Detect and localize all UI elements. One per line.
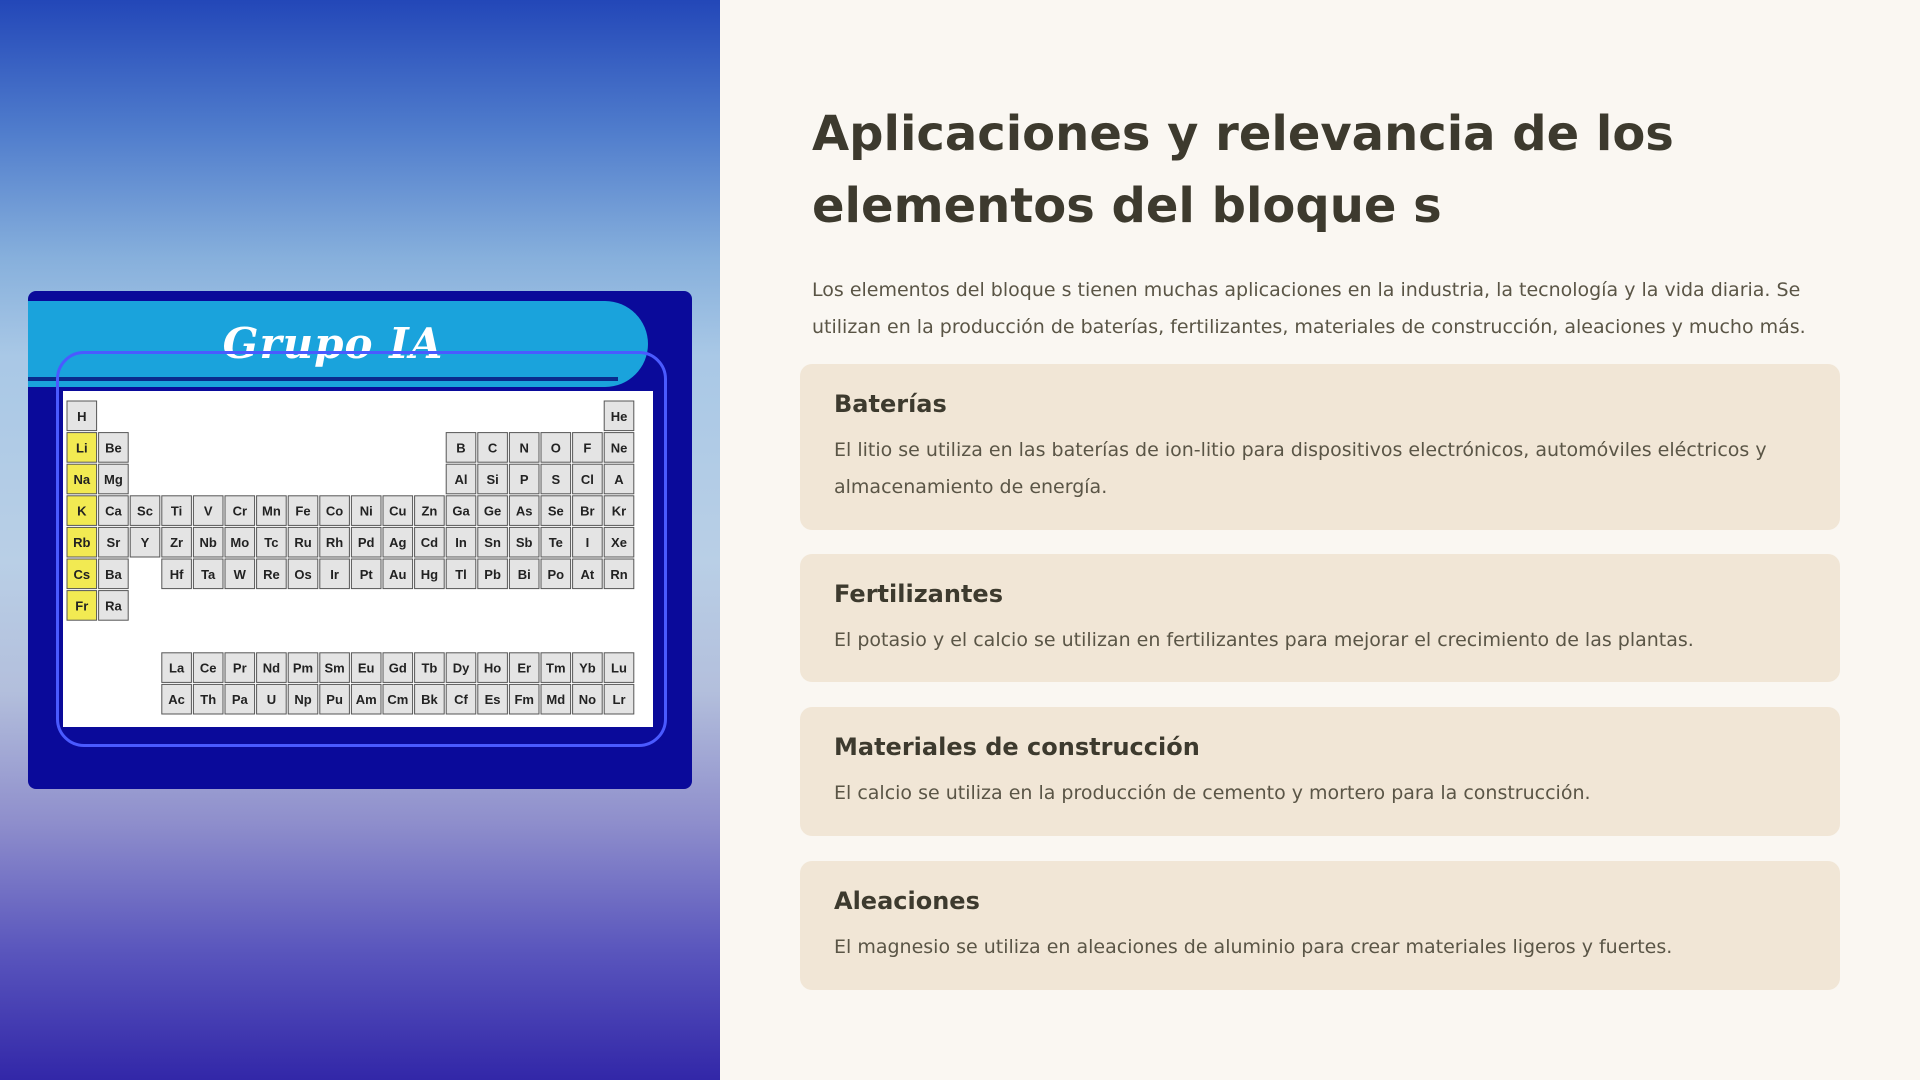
element-cell-a <box>604 464 634 494</box>
card-fertilizantes <box>800 554 1840 682</box>
element-symbol: Cd <box>420 535 439 551</box>
element-symbol: Tc <box>264 535 279 551</box>
intro-paragraph: Los elementos del bloque s tienen muchas aplicaciones en la industria, la tecnología y la vida diaria. Se utilizan en la producción de baterías, fertilizantes, materiales de construcción, aleaciones y mucho más. <box>812 279 1806 338</box>
element-symbol: Co <box>325 503 344 519</box>
element-cell-bk <box>415 684 445 714</box>
element-cell-es <box>478 684 508 714</box>
element-cell-mn <box>257 496 287 526</box>
group-title: Grupo IA <box>222 319 444 368</box>
element-cell-ta <box>193 559 223 589</box>
element-symbol: Ra <box>105 598 122 614</box>
element-symbol: Cl <box>580 472 594 487</box>
element-cell-sc <box>130 496 160 526</box>
card-text: El litio se utiliza en las baterías de ion-litio para dispositivos electrónicos, automóviles eléctricos y almacenamiento de energía. <box>834 439 1767 498</box>
element-cell-md <box>541 684 571 714</box>
element-cell-zn <box>415 496 445 526</box>
card-text: El calcio se utiliza en la producción de cemento y mortero para la construcción. <box>834 782 1591 804</box>
element-symbol: Sr <box>106 535 121 551</box>
element-symbol: Nb <box>199 535 217 551</box>
element-symbol: Al <box>454 472 468 487</box>
element-symbol: S <box>551 472 561 487</box>
card-heading: Materiales de construcción <box>834 733 1200 761</box>
card-heading: Aleaciones <box>834 887 980 915</box>
element-cell-te <box>541 527 571 557</box>
element-cell-cr <box>225 496 255 526</box>
element-symbol: Th <box>200 692 217 708</box>
element-cell-xe <box>604 527 634 557</box>
element-symbol: Hg <box>420 566 439 582</box>
element-cell-v <box>193 496 223 526</box>
element-symbol: Es <box>484 692 501 708</box>
element-cell-os <box>288 559 318 589</box>
element-cell-pu <box>320 684 350 714</box>
element-symbol: Tb <box>421 660 438 676</box>
element-cell-o <box>541 433 571 463</box>
element-cell-yb <box>573 653 603 683</box>
element-symbol: At <box>580 566 595 582</box>
element-cell-lu <box>604 653 634 683</box>
element-cell-cd <box>415 527 445 557</box>
element-symbol: Pr <box>232 660 247 676</box>
card-heading: Baterías <box>834 390 947 418</box>
element-cell-tb <box>415 653 445 683</box>
element-cell-in <box>446 527 476 557</box>
element-symbol: As <box>515 503 533 519</box>
element-cell-zr <box>162 527 192 557</box>
element-symbol: Li <box>76 440 88 456</box>
element-symbol: Tl <box>455 566 467 582</box>
element-cell-ne <box>604 433 634 463</box>
element-cell-pa <box>225 684 255 714</box>
element-symbol: Rn <box>610 566 628 582</box>
element-symbol: Cs <box>73 566 91 582</box>
element-symbol: Fm <box>514 692 534 708</box>
element-cell-rh <box>320 527 350 557</box>
element-symbol: Re <box>263 566 280 582</box>
element-cell-p <box>509 464 539 494</box>
element-cell-tm <box>541 653 571 683</box>
element-cell-fm <box>509 684 539 714</box>
card-baterias <box>800 364 1840 530</box>
card-text: El magnesio se utiliza en aleaciones de aluminio para crear materiales ligeros y fuertes. <box>834 936 1673 958</box>
element-cell-dy <box>446 653 476 683</box>
element-cell-n <box>509 433 539 463</box>
element-symbol: Np <box>294 692 312 708</box>
element-symbol: Mo <box>230 535 250 551</box>
element-cell-at <box>573 559 603 589</box>
element-cell-ge <box>478 496 508 526</box>
element-cell-am <box>351 684 381 714</box>
element-cell-al <box>446 464 476 494</box>
element-symbol: Er <box>517 660 532 676</box>
element-cell-cm <box>383 684 413 714</box>
element-cell-kr <box>604 496 634 526</box>
element-cell-ba <box>99 559 129 589</box>
element-symbol: No <box>578 692 597 708</box>
element-cell-au <box>383 559 413 589</box>
element-symbol: Be <box>105 440 122 456</box>
element-symbol: He <box>610 408 628 424</box>
element-symbol: Pm <box>292 660 314 676</box>
element-cell-rb <box>67 527 97 557</box>
element-symbol: Sb <box>515 535 533 551</box>
element-cell-rn <box>604 559 634 589</box>
element-cell-pb <box>478 559 508 589</box>
element-symbol: Eu <box>357 660 375 676</box>
element-symbol: Ne <box>610 440 628 456</box>
element-cell-co <box>320 496 350 526</box>
element-cell-nb <box>193 527 223 557</box>
element-cell-mg <box>99 464 129 494</box>
element-symbol: K <box>77 503 87 519</box>
element-symbol: Pa <box>231 692 248 708</box>
element-cell-pt <box>351 559 381 589</box>
element-cell-he <box>604 401 634 431</box>
element-symbol: Si <box>486 472 499 487</box>
element-cell-cs <box>67 559 97 589</box>
element-symbol: Ce <box>199 660 217 676</box>
element-symbol: La <box>169 660 185 676</box>
left-image-panel <box>0 0 720 1080</box>
element-cell-w <box>225 559 255 589</box>
element-symbol: A <box>614 472 624 487</box>
element-cell-b <box>446 433 476 463</box>
element-symbol: In <box>455 535 467 551</box>
element-symbol: Lr <box>612 692 626 708</box>
element-cell-nd <box>257 653 287 683</box>
element-cell-pr <box>225 653 255 683</box>
element-symbol: Cm <box>387 692 409 708</box>
element-symbol: B <box>456 440 466 456</box>
element-cell-sb <box>509 527 539 557</box>
element-symbol: I <box>585 535 590 551</box>
element-cell-br <box>573 496 603 526</box>
element-symbol: P <box>519 472 529 487</box>
element-cell-cf <box>446 684 476 714</box>
element-symbol: Am <box>355 692 377 708</box>
element-symbol: Fe <box>295 503 311 519</box>
element-cell-ru <box>288 527 318 557</box>
element-cell-y <box>130 527 160 557</box>
element-symbol: Yb <box>579 660 596 676</box>
element-cell-ti <box>162 496 192 526</box>
element-symbol: Pu <box>326 692 343 708</box>
element-cell-fr <box>67 591 97 621</box>
element-cell-i <box>573 527 603 557</box>
element-symbol: Na <box>73 472 91 487</box>
element-cell-cl <box>573 464 603 494</box>
element-symbol: Rb <box>73 535 91 551</box>
card-text: El potasio y el calcio se utilizan en fertilizantes para mejorar el crecimiento de las plantas. <box>834 629 1694 651</box>
element-symbol: Md <box>546 692 566 708</box>
element-symbol: Sc <box>137 503 153 519</box>
element-symbol: Mn <box>262 503 281 519</box>
element-symbol: Ac <box>168 692 185 708</box>
element-symbol: Sm <box>324 660 345 676</box>
element-symbol: Lu <box>611 660 627 676</box>
element-symbol: Pd <box>357 535 375 551</box>
element-symbol: Au <box>389 566 407 582</box>
element-cell-ce <box>193 653 223 683</box>
element-cell-ga <box>446 496 476 526</box>
element-cell-k <box>67 496 97 526</box>
element-symbol: Pt <box>359 566 373 582</box>
element-symbol: O <box>550 440 561 456</box>
element-symbol: Cr <box>232 503 248 519</box>
periodic-table-image <box>28 291 692 789</box>
element-symbol: F <box>583 440 592 456</box>
element-cell-c <box>478 433 508 463</box>
element-symbol: Ag <box>389 535 407 551</box>
element-symbol: Xe <box>611 535 627 551</box>
element-symbol: Tm <box>546 660 566 676</box>
element-cell-bi <box>509 559 539 589</box>
element-cell-sr <box>99 527 129 557</box>
element-cell-ca <box>99 496 129 526</box>
element-symbol: Cf <box>454 692 468 708</box>
element-symbol: Ni <box>359 503 373 519</box>
element-symbol: Mg <box>104 472 123 487</box>
element-cell-se <box>541 496 571 526</box>
element-cell-lr <box>604 684 634 714</box>
periodic-table-grid <box>28 291 692 789</box>
element-cell-s <box>541 464 571 494</box>
element-cell-hg <box>415 559 445 589</box>
element-cell-np <box>288 684 318 714</box>
element-symbol: U <box>266 692 277 708</box>
element-symbol: Kr <box>611 503 627 519</box>
element-cell-ir <box>320 559 350 589</box>
element-cell-as <box>509 496 539 526</box>
element-symbol: Pb <box>484 566 501 582</box>
element-symbol: Bk <box>421 692 438 708</box>
element-symbol: Gd <box>388 660 407 676</box>
element-symbol: Zn <box>421 503 438 519</box>
element-symbol: Po <box>547 566 565 582</box>
element-symbol: Ta <box>201 566 216 582</box>
element-cell-pd <box>351 527 381 557</box>
element-symbol: Nd <box>262 660 281 676</box>
element-symbol: Sn <box>484 535 501 551</box>
card-heading: Fertilizantes <box>834 580 1003 608</box>
element-cell-eu <box>351 653 381 683</box>
element-symbol: Fr <box>75 598 89 614</box>
element-symbol: Ru <box>294 535 312 551</box>
element-symbol: Ir <box>330 566 339 582</box>
element-symbol: Ba <box>105 566 122 582</box>
element-symbol: Ca <box>105 503 122 519</box>
card-aleaciones <box>800 861 1840 990</box>
element-cell-cu <box>383 496 413 526</box>
element-cell-er <box>509 653 539 683</box>
element-cell-ag <box>383 527 413 557</box>
page-title: Aplicaciones y relevancia de los elementos del bloque s <box>812 106 1674 234</box>
element-symbol: Rh <box>325 535 344 551</box>
element-cell-ra <box>99 591 129 621</box>
element-symbol: Se <box>547 503 564 519</box>
element-symbol: C <box>487 440 498 456</box>
element-symbol: N <box>519 440 529 456</box>
element-symbol: Ho <box>483 660 502 676</box>
element-symbol: Te <box>548 535 563 551</box>
element-symbol: Ge <box>483 503 502 519</box>
element-symbol: Br <box>580 503 595 519</box>
content-panel <box>720 0 1920 1080</box>
element-cell-si <box>478 464 508 494</box>
element-symbol: Os <box>294 566 312 582</box>
element-cell-ni <box>351 496 381 526</box>
element-symbol: Ti <box>170 503 183 519</box>
element-symbol: Hf <box>169 566 184 582</box>
element-symbol: H <box>77 408 87 424</box>
element-cell-re <box>257 559 287 589</box>
element-symbol: Ga <box>452 503 470 519</box>
element-cell-tc <box>257 527 287 557</box>
element-symbol: Cu <box>389 503 407 519</box>
element-cell-th <box>193 684 223 714</box>
element-cell-hf <box>162 559 192 589</box>
element-cell-ho <box>478 653 508 683</box>
element-cell-tl <box>446 559 476 589</box>
element-symbol: Dy <box>452 660 470 676</box>
element-cell-sn <box>478 527 508 557</box>
element-symbol: V <box>203 503 213 519</box>
element-cell-no <box>573 684 603 714</box>
element-cell-u <box>257 684 287 714</box>
element-cell-h <box>67 401 97 431</box>
element-cell-li <box>67 433 97 463</box>
element-symbol: W <box>233 566 246 582</box>
element-cell-ac <box>162 684 192 714</box>
element-cell-be <box>99 433 129 463</box>
element-cell-fe <box>288 496 318 526</box>
element-cell-na <box>67 464 97 494</box>
element-symbol: Zr <box>170 535 184 551</box>
element-cell-pm <box>288 653 318 683</box>
element-cell-la <box>162 653 192 683</box>
element-cell-po <box>541 559 571 589</box>
element-symbol: Bi <box>517 566 531 582</box>
element-cell-f <box>573 433 603 463</box>
element-cell-sm <box>320 653 350 683</box>
element-cell-mo <box>225 527 255 557</box>
element-cell-gd <box>383 653 413 683</box>
card-materiales <box>800 707 1840 836</box>
element-symbol: Y <box>140 535 150 551</box>
